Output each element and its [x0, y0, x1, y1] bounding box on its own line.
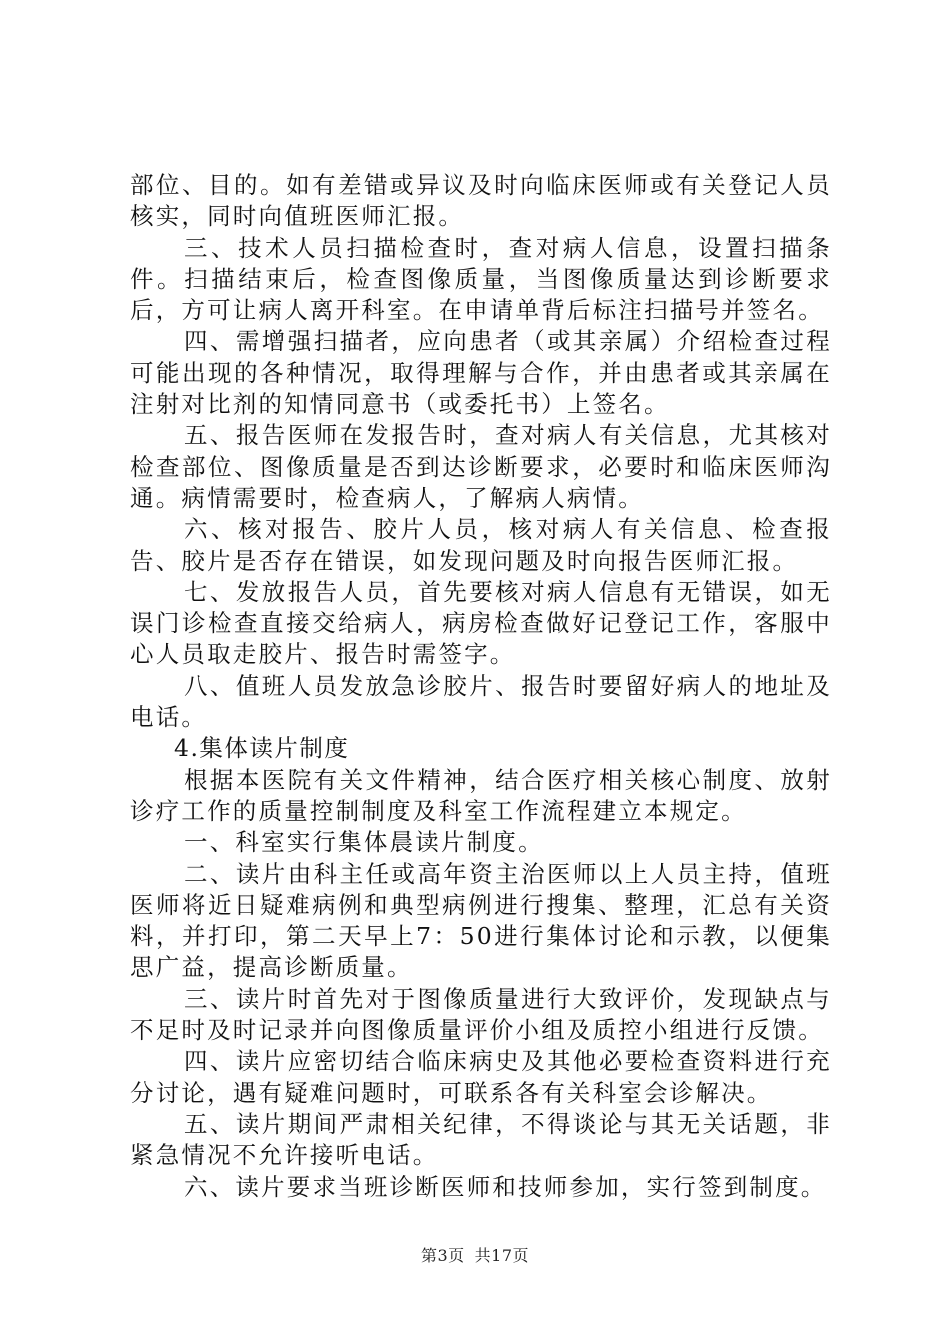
- paragraph: 根据本医院有关文件精神，结合医疗相关核心制度、放射诊疗工作的质量控制制度及科室工作流程建立本规定。: [130, 765, 832, 825]
- page-number: 第3页: [420, 1246, 465, 1265]
- paragraph: 四、需增强扫描者，应向患者（或其亲属）介绍检查过程可能出现的各种情况，取得理解与合作，并由患者或其亲属在注射对比剂的知情同意书（或委托书）上签名。: [130, 327, 832, 419]
- paragraph: 六、读片要求当班诊断医师和技师参加，实行签到制度。: [184, 1172, 827, 1201]
- section-heading: 4.集体读片制度: [174, 734, 350, 763]
- page-footer: [0, 1243, 950, 1266]
- document-body: [130, 170, 832, 1203]
- page-total: 共17页: [474, 1246, 530, 1265]
- paragraph: 五、报告医师在发报告时，查对病人有关信息，尤其核对检查部位、图像质量是否到达诊断要求，必要时和临床医师沟通。病情需要时，检查病人，了解病人病情。: [130, 421, 832, 512]
- paragraph: 六、核对报告、胶片人员，核对病人有关信息、检查报告、胶片是否存在错误，如发现问题及时向报告医师汇报。: [130, 515, 832, 575]
- paragraph: 五、读片期间严肃相关纪律，不得谈论与其无关话题，非紧急情况不允许接听电话。: [130, 1109, 832, 1170]
- paragraph: 一、科室实行集体晨读片制度。: [184, 828, 544, 857]
- paragraph: 部位、目的。如有差错或异议及时向临床医师或有关登记人员核实，同时向值班医师汇报。: [130, 171, 832, 231]
- paragraph: 三、读片时首先对于图像质量进行大致评价，发现缺点与不足时及时记录并向图像质量评价小组及质控小组进行反馈。: [130, 984, 832, 1045]
- paragraph: 七、发放报告人员，首先要核对病人信息有无错误，如无误门诊检查直接交给病人，病房检查做好记登记工作，客服中心人员取走胶片、报告时需签字。: [130, 577, 832, 669]
- paragraph: 二、读片由科主任或高年资主治医师以上人员主持，值班医师将近日疑难病例和典型病例进行搜集、整理，汇总有关资料，并打印，第二天早上7：50进行集体讨论和示教，以便集思广益，提高诊断质量。: [130, 859, 832, 982]
- paragraph: 八、值班人员发放急诊胶片、报告时要留好病人的地址及电话。: [130, 671, 832, 732]
- paragraph: 四、读片应密切结合临床病史及其他必要检查资料进行充分讨论，遇有疑难问题时，可联系各有关科室会诊解决。: [130, 1047, 832, 1107]
- paragraph: 三、技术人员扫描检查时，查对病人信息，设置扫描条件。扫描结束后，检查图像质量，当图像质量达到诊断要求后，方可让病人离开科室。在申请单背后标注扫描号并签名。: [130, 233, 832, 325]
